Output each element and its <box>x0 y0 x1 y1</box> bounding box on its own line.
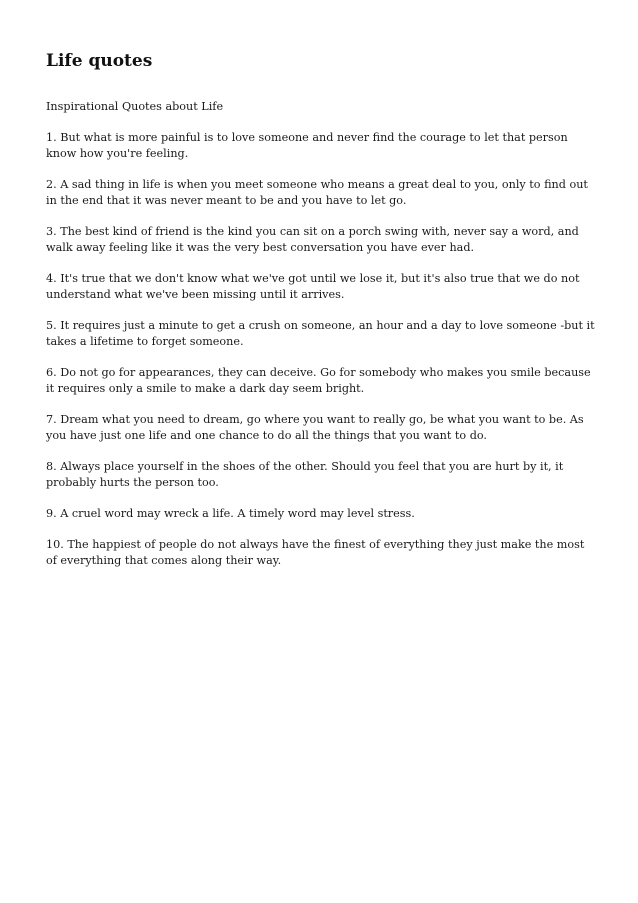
quote-4: 4. It's true that we don't know what we've got until we lose it, but it's also true that we do not understand what we've been missing until it arrives. <box>46 272 580 301</box>
quote-7: 7. Dream what you need to dream, go where you want to really go, be what you want to be. As you have just one life and one chance to do all the things that you want to do. <box>46 413 584 442</box>
document-page <box>46 50 598 584</box>
quote-6: 6. Do not go for appearances, they can deceive. Go for somebody who makes you smile because it requires only a smile to make a dark day seem bright. <box>46 366 591 395</box>
quote-1: 1. But what is more painful is to love someone and never find the courage to let that person know how you're feeling. <box>46 131 568 160</box>
quote-8: 8. Always place yourself in the shoes of the other. Should you feel that you are hurt by it, it probably hurts the person too. <box>46 460 564 489</box>
quote-5: 5. It requires just a minute to get a crush on someone, an hour and a day to love someone -but it takes a lifetime to forget someone. <box>46 319 595 348</box>
quote-2: 2. A sad thing in life is when you meet someone who means a great deal to you, only to find out in the end that it was never meant to be and you have to let go. <box>46 178 588 207</box>
quote-9: 9. A cruel word may wreck a life. A timely word may level stress. <box>46 507 415 520</box>
page-title: Life quotes <box>46 51 153 71</box>
subtitle: Inspirational Quotes about Life <box>46 100 224 113</box>
quote-3: 3. The best kind of friend is the kind you can sit on a porch swing with, never say a word, and walk away feeling like it was the very best conversation you have ever had. <box>46 225 579 254</box>
quote-10: 10. The happiest of people do not always have the finest of everything they just make the most of everything that comes along their way. <box>46 538 585 567</box>
